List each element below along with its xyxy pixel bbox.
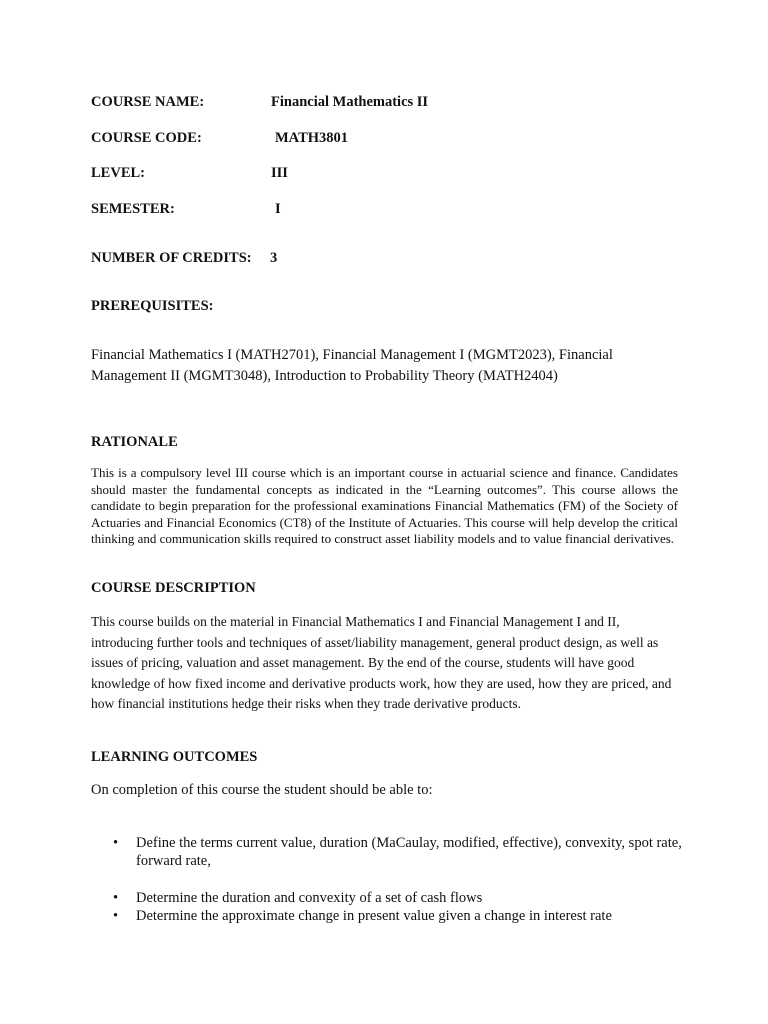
rationale-text: This is a compulsory level III course which is an important course in actuarial science and finance. Candidates should master the fundamental concepts as indicated in the “Learning outcomes”. This course allows the candidate to begin preparation for the professional examinations Financial Mathematics (FM) of the Society of Actuaries and Financial Economics (CT8) of the Institute of Actuaries. This course will help develop the critical thinking and communication skills required to construct asset liability models and to value financial derivatives. [91,465,678,546]
prerequisites-heading: PREREQUISITES: [91,298,214,314]
rationale-heading: RATIONALE [91,434,178,450]
level-label: LEVEL: [91,165,145,181]
prerequisites-text: Financial Mathematics I (MATH2701), Financial Management I (MGMT2023), Financial Management II (MGMT3048), Introduction to Probability Theory (MATH2404) [91,347,613,384]
course-code-label: COURSE CODE: [91,130,202,146]
semester-label: SEMESTER: [91,201,175,217]
bullet-icon: • [113,890,119,906]
course-description-heading: COURSE DESCRIPTION [91,580,256,596]
level-value: III [271,165,288,181]
list-item [91,834,691,870]
credits-value: 3 [270,250,278,266]
learning-outcomes-list [91,834,691,925]
outcome-text: Define the terms current value, duration (MaCaulay, modified, effective), convexity, spot rate, forward rate, [136,835,682,869]
learning-outcomes-intro: On completion of this course the student should be able to: [91,782,433,798]
outcome-text: Determine the approximate change in present value given a change in interest rate [136,908,612,924]
list-item [91,889,691,907]
course-code-value: MATH3801 [275,130,349,146]
course-name-value: Financial Mathematics II [271,94,429,110]
credits-label: NUMBER OF CREDITS: [91,250,252,266]
learning-outcomes-heading: LEARNING OUTCOMES [91,749,258,765]
list-item [91,907,691,925]
course-description-text: This course builds on the material in Financial Mathematics I and Financial Management I and II, introducing further tools and techniques of asset/liability management, general product design, as well as issues of pricing, valuation and asset management. By the end of the course, students will have good knowledge of how fixed income and derivative products work, how they are used, how they are priced, and how financial institutions hedge their risks when they trade derivative products. [91,614,672,711]
course-name-label: COURSE NAME: [91,94,205,110]
bullet-icon: • [113,835,119,851]
bullet-icon: • [113,908,119,924]
outcome-text: Determine the duration and convexity of a set of cash flows [136,890,483,906]
semester-value: I [275,201,281,217]
